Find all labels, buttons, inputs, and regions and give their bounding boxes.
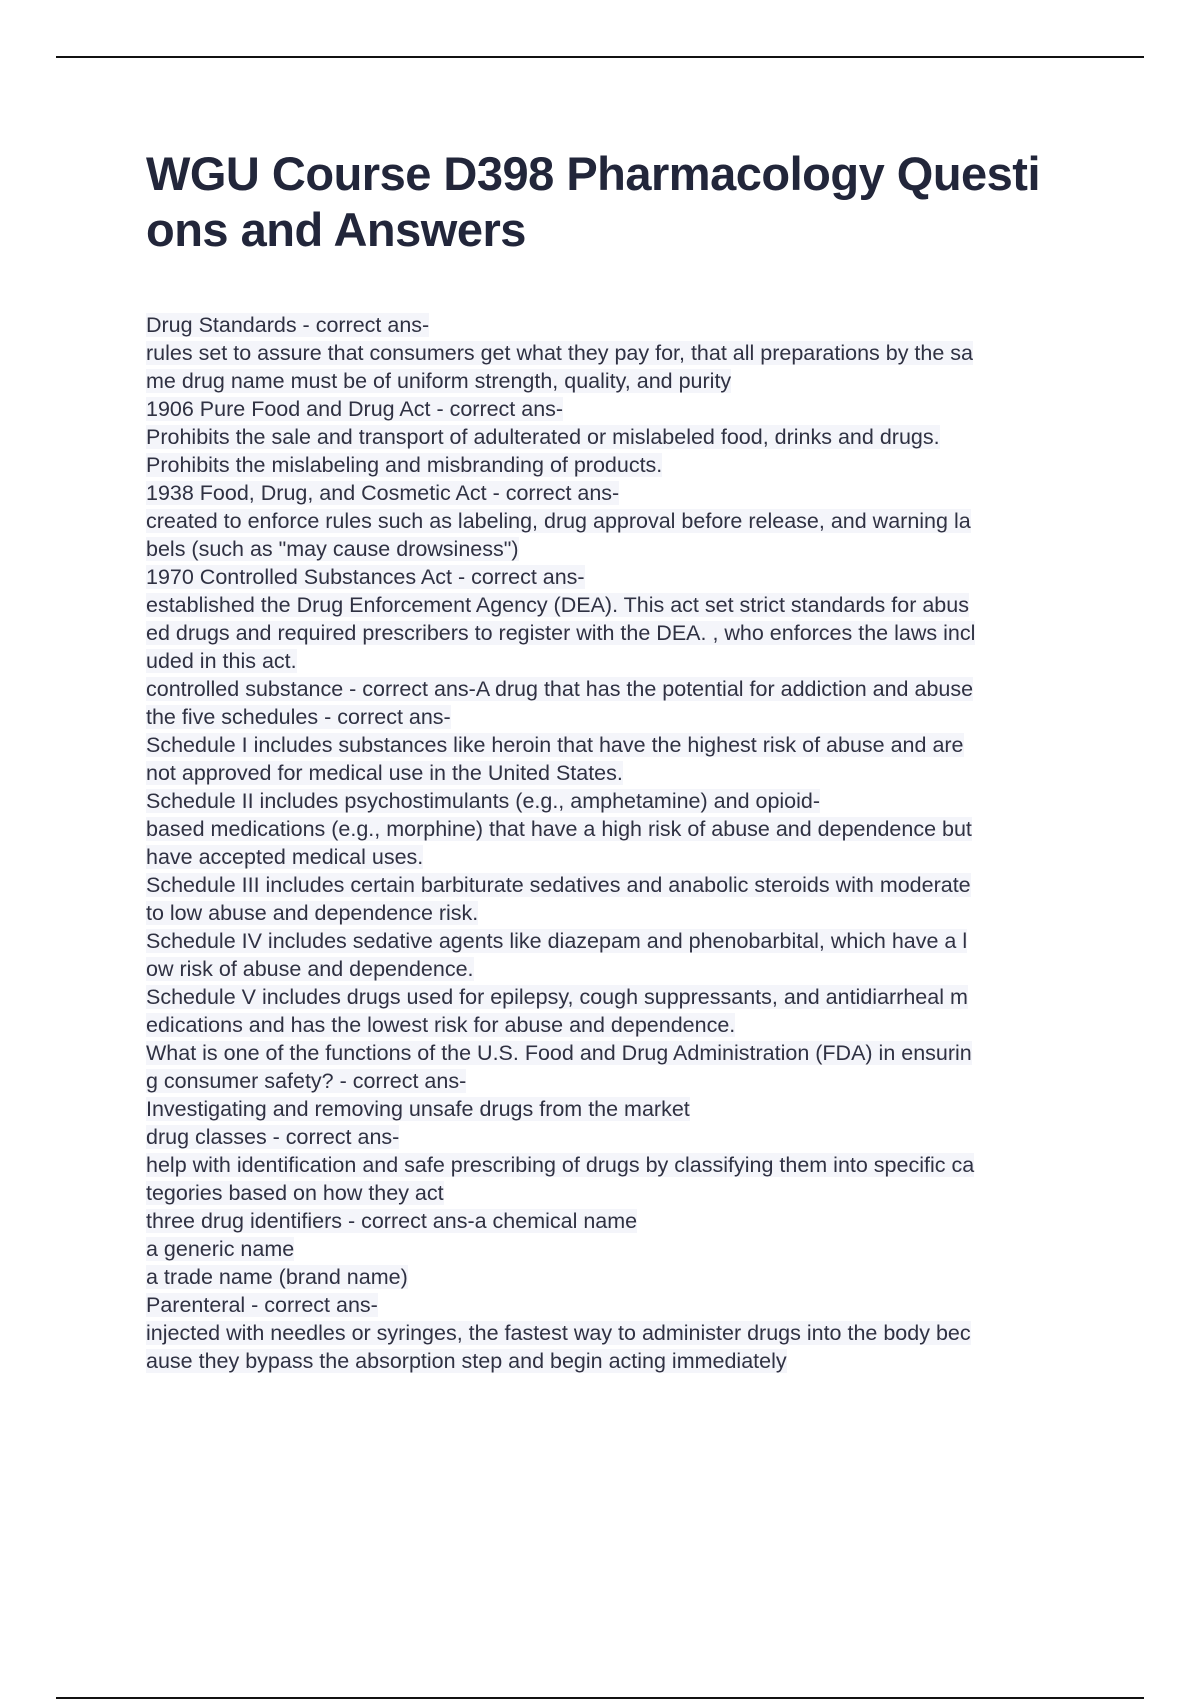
text-line [146, 703, 1096, 731]
text-line-content: uded in this act. [146, 649, 297, 673]
top-rule [56, 56, 1144, 58]
text-line-content: the five schedules - correct ans- [146, 705, 451, 729]
text-line-content: g consumer safety? - correct ans- [146, 1069, 467, 1093]
text-line-content: not approved for medical use in the United States. [146, 761, 623, 785]
text-line-content: 1906 Pure Food and Drug Act - correct ans- [146, 397, 564, 421]
text-line-content: What is one of the functions of the U.S. Food and Drug Administration (FDA) in ensurin [146, 1041, 972, 1065]
text-line [146, 955, 1096, 983]
text-line-content: me drug name must be of uniform strength, quality, and purity [146, 369, 732, 393]
text-line-content: a trade name (brand name) [146, 1265, 408, 1289]
text-line-content: drug classes - correct ans- [146, 1125, 400, 1149]
text-line [146, 591, 1096, 619]
text-line-content: three drug identifiers - correct ans-a chemical name [146, 1209, 638, 1233]
text-line [146, 871, 1096, 899]
text-line [146, 1151, 1096, 1179]
text-line-content: ed drugs and required prescribers to register with the DEA. , who enforces the laws incl [146, 621, 976, 645]
text-line [146, 675, 1096, 703]
text-line-content: Prohibits the sale and transport of adulterated or mislabeled food, drinks and drugs. [146, 425, 940, 449]
text-line [146, 619, 1096, 647]
text-line-content: Schedule I includes substances like heroin that have the highest risk of abuse and are [146, 733, 964, 757]
text-line [146, 1095, 1096, 1123]
text-line [146, 759, 1096, 787]
text-line-content: Parenteral - correct ans- [146, 1293, 378, 1317]
text-line-content: Schedule II includes psychostimulants (e.g., amphetamine) and opioid- [146, 789, 821, 813]
document-body [146, 311, 1096, 1375]
text-line-content: bels (such as "may cause drowsiness") [146, 537, 519, 561]
text-line [146, 1319, 1096, 1347]
text-line [146, 367, 1096, 395]
text-line-content: 1970 Controlled Substances Act - correct ans- [146, 565, 585, 589]
text-line-content: created to enforce rules such as labeling, drug approval before release, and warning la [146, 509, 971, 533]
text-line [146, 1011, 1096, 1039]
text-line-content: rules set to assure that consumers get what they pay for, that all preparations by the sa [146, 341, 974, 365]
text-line [146, 535, 1096, 563]
text-line-content: 1938 Food, Drug, and Cosmetic Act - correct ans- [146, 481, 620, 505]
text-line [146, 563, 1096, 591]
text-line-content: Investigating and removing unsafe drugs from the market [146, 1097, 690, 1121]
document-title: WGU Course D398 Pharmacology Questi ons and Answers [146, 147, 1041, 256]
text-line-content: Schedule III includes certain barbiturate sedatives and anabolic steroids with moderate [146, 873, 971, 897]
text-line-content: ow risk of abuse and dependence. [146, 957, 474, 981]
text-line [146, 1207, 1096, 1235]
text-line [146, 983, 1096, 1011]
text-line [146, 507, 1096, 535]
text-line [146, 899, 1096, 927]
text-line [146, 479, 1096, 507]
text-line-content: to low abuse and dependence risk. [146, 901, 479, 925]
text-line-content: established the Drug Enforcement Agency (DEA). This act set strict standards for abus [146, 593, 969, 617]
text-line [146, 451, 1096, 479]
text-line [146, 1123, 1096, 1151]
text-line-content: based medications (e.g., morphine) that have a high risk of abuse and dependence but [146, 817, 972, 841]
text-line-content: Drug Standards - correct ans- [146, 313, 430, 337]
text-line-content: Prohibits the mislabeling and misbranding of products. [146, 453, 663, 477]
text-line-content: a generic name [146, 1237, 295, 1261]
text-line [146, 423, 1096, 451]
text-line [146, 311, 1096, 339]
text-line-content: tegories based on how they act [146, 1181, 444, 1205]
text-line [146, 1039, 1096, 1067]
text-line-content: Schedule IV includes sedative agents like diazepam and phenobarbital, which have a l [146, 929, 968, 953]
text-line [146, 1347, 1096, 1375]
text-line [146, 1179, 1096, 1207]
text-line [146, 1291, 1096, 1319]
text-line [146, 1263, 1096, 1291]
text-line-content: controlled substance - correct ans-A drug that has the potential for addiction and abuse [146, 677, 974, 701]
text-line [146, 647, 1096, 675]
text-line [146, 927, 1096, 955]
text-line [146, 339, 1096, 367]
text-line [146, 843, 1096, 871]
text-line-content: edications and has the lowest risk for abuse and dependence. [146, 1013, 736, 1037]
text-line [146, 395, 1096, 423]
text-line [146, 787, 1096, 815]
text-line-content: Schedule V includes drugs used for epilepsy, cough suppressants, and antidiarrheal m [146, 985, 968, 1009]
text-line [146, 731, 1096, 759]
text-line-content: injected with needles or syringes, the fastest way to administer drugs into the body bec [146, 1321, 971, 1345]
text-line [146, 1067, 1096, 1095]
text-line-content: ause they bypass the absorption step and begin acting immediately [146, 1349, 787, 1373]
text-line [146, 1235, 1096, 1263]
bottom-rule [56, 1697, 1144, 1699]
text-line-content: have accepted medical uses. [146, 845, 424, 869]
text-line [146, 815, 1096, 843]
text-line-content: help with identification and safe prescribing of drugs by classifying them into specific ca [146, 1153, 975, 1177]
